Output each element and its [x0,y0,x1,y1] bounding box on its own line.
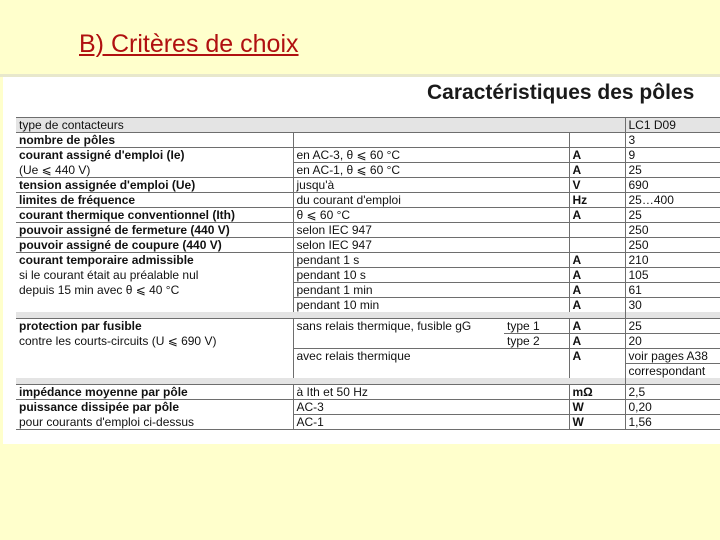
row-value: 690 [625,178,720,193]
row-unit [569,133,625,148]
row-unit [569,238,625,253]
row-value: 25 [625,319,720,334]
table-row [16,364,720,379]
row-condition: en AC-1, θ ⩽ 60 °C [293,163,504,178]
row-subtype [504,148,569,163]
row-condition: à Ith et 50 Hz [293,385,504,400]
row-value: 250 [625,223,720,238]
row-subtype [504,400,569,415]
row-condition: selon IEC 947 [293,223,504,238]
table-row [16,268,720,283]
row-subtype [504,349,569,364]
row-value: 25 [625,163,720,178]
row-label [16,298,293,313]
row-condition: pendant 10 min [293,298,504,313]
row-condition [293,334,504,349]
row-condition: pendant 1 min [293,283,504,298]
row-label: impédance moyenne par pôle [16,385,293,400]
row-condition: sans relais thermique, fusible gG [293,319,504,334]
row-label: depuis 15 min avec θ ⩽ 40 °C [19,283,180,297]
row-subtype [504,193,569,208]
row-unit: A [569,208,625,223]
row-subtype [504,385,569,400]
row-subtype [504,133,569,148]
table-row [16,238,720,253]
row-unit: Hz [569,193,625,208]
row-label: tension assignée d'emploi (Ue) [16,178,293,193]
table-row [16,298,720,313]
row-value: 20 [625,334,720,349]
row-unit: A [569,349,625,364]
row-label: pouvoir assigné de fermeture (440 V) [16,223,293,238]
row-label: nombre de pôles [16,133,293,148]
row-condition: θ ⩽ 60 °C [293,208,504,223]
spec-table [16,117,720,430]
header-model: LC1 D09 [625,118,720,133]
table-row [16,193,720,208]
panel-heading: Caractéristiques des pôles [427,81,695,104]
row-label: courant thermique conventionnel (Ith) [16,208,293,223]
row-condition: pendant 10 s [293,268,504,283]
table-row [16,400,720,415]
row-condition: pendant 1 s [293,253,504,268]
row-condition: du courant d'emploi [293,193,504,208]
table-header-row [16,118,720,133]
row-value: 25…400 [625,193,720,208]
row-unit: A [569,148,625,163]
row-value: 25 [625,208,720,223]
row-unit [569,223,625,238]
row-label [16,349,293,364]
row-condition: avec relais thermique [293,349,504,364]
row-unit: A [569,268,625,283]
row-unit: W [569,400,625,415]
row-label: protection par fusible [16,319,293,334]
row-label: limites de fréquence [16,193,293,208]
row-unit: V [569,178,625,193]
row-unit: W [569,415,625,430]
row-subtype [504,223,569,238]
table-row [16,385,720,400]
row-label: pour courants d'emploi ci-dessus [16,415,293,430]
table-row [16,253,720,268]
table-row [16,208,720,223]
row-subtype: type 2 [504,334,569,349]
row-unit: A [569,283,625,298]
row-unit: A [569,319,625,334]
table-row [16,133,720,148]
row-subtype: type 1 [504,319,569,334]
row-subtype [504,238,569,253]
row-label: courant temporaire admissible [16,253,293,268]
row-value: 2,5 [625,385,720,400]
row-label [16,364,293,379]
row-subtype [504,415,569,430]
row-value: 0,20 [625,400,720,415]
table-row [16,319,720,334]
row-value: correspondant [625,364,720,379]
row-value: 30 [625,298,720,313]
row-unit: A [569,298,625,313]
row-label: si le courant était au préalable nul [19,268,199,282]
table-row [16,223,720,238]
row-subtype [504,208,569,223]
row-subtype [504,298,569,313]
table-row [16,283,720,298]
row-label: pouvoir assigné de coupure (440 V) [16,238,293,253]
row-unit [569,364,625,379]
row-subtype [504,253,569,268]
row-condition [293,364,504,379]
row-condition: jusqu'à [293,178,504,193]
table-row [16,334,720,349]
table-row [16,178,720,193]
row-value: 210 [625,253,720,268]
row-subtype [504,283,569,298]
row-subtype [504,268,569,283]
row-subtype [504,163,569,178]
row-value: 1,56 [625,415,720,430]
row-label: courant assigné d'emploi (Ie) [16,148,293,163]
table-row [16,349,720,364]
row-label: contre les courts-circuits (U ⩽ 690 V) [19,334,217,348]
row-subtype [504,178,569,193]
row-unit: A [569,163,625,178]
row-condition: AC-1 [293,415,504,430]
table-row [16,163,720,178]
row-label: (Ue ⩽ 440 V) [19,163,91,177]
row-value: 3 [625,133,720,148]
row-unit: A [569,253,625,268]
row-unit: mΩ [569,385,625,400]
table-row [16,415,720,430]
row-condition: AC-3 [293,400,504,415]
table-row [16,148,720,163]
row-unit: A [569,334,625,349]
spec-panel [3,77,720,444]
row-value: 61 [625,283,720,298]
row-condition [293,133,504,148]
row-subtype [504,364,569,379]
row-value: 105 [625,268,720,283]
row-condition: en AC-3, θ ⩽ 60 °C [293,148,504,163]
row-condition: selon IEC 947 [293,238,504,253]
row-value: voir pages A38 [625,349,720,364]
row-value: 250 [625,238,720,253]
header-label: type de contacteurs [16,118,625,133]
row-label: puissance dissipée par pôle [16,400,293,415]
slide-title: B) Critères de choix [79,30,299,58]
row-value: 9 [625,148,720,163]
